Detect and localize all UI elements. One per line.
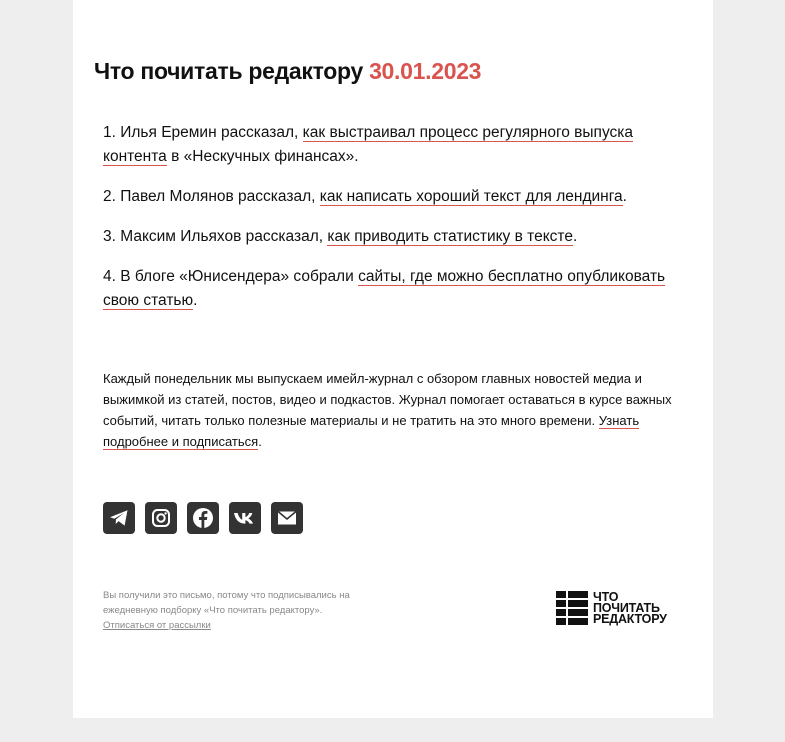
logo[interactable] xyxy=(556,591,667,625)
logo-line: РЕДАКТОРУ xyxy=(593,611,667,626)
title-text: Что почитать редактору xyxy=(94,58,363,84)
item-text: 2. Павел Молянов рассказал, xyxy=(103,188,320,205)
list-item xyxy=(103,121,688,169)
item-text: в «Нескучных финансах». xyxy=(166,148,359,165)
footer-notice-text: Вы получили это письмо, потому что подписывались на ежедневную подборку «Что почитать редактору». xyxy=(103,590,350,616)
logo-mark-icon xyxy=(556,591,588,625)
about-suffix: . xyxy=(258,434,262,449)
list-item xyxy=(103,185,688,209)
email-card xyxy=(73,0,713,718)
article-link[interactable]: как выстраивал процесс регулярного выпуска контента xyxy=(103,124,634,165)
item-text: 3. Максим Ильяхов рассказал, xyxy=(103,228,328,245)
telegram-icon[interactable] xyxy=(103,502,135,534)
vk-icon[interactable] xyxy=(229,502,261,534)
footer-notice xyxy=(103,588,383,633)
issue-date: 30.01.2023 xyxy=(369,58,482,84)
subscribe-link[interactable]: Узнать подробнее и подписаться xyxy=(103,413,640,449)
instagram-icon[interactable] xyxy=(145,502,177,534)
item-text: . xyxy=(622,188,627,205)
article-link[interactable]: как приводить статистику в тексте xyxy=(327,228,573,245)
about-paragraph xyxy=(103,368,688,452)
list-item xyxy=(103,265,688,313)
item-text: 4. В блоге «Юнисендера» собрали xyxy=(103,268,359,285)
logo-line: ЧТО xyxy=(593,589,619,604)
item-text: . xyxy=(572,228,578,245)
list-item xyxy=(103,225,688,249)
page-title xyxy=(94,58,481,85)
facebook-icon[interactable] xyxy=(187,502,219,534)
logo-line: ПОЧИТАТЬ xyxy=(593,600,660,615)
social-links xyxy=(103,502,313,534)
item-text: . xyxy=(193,292,198,309)
item-text: 1. Илья Еремин рассказал, xyxy=(103,124,303,141)
unsubscribe-link[interactable]: Отписаться от рассылки xyxy=(103,620,211,631)
article-link[interactable]: сайты, где можно бесплатно опубликовать свою статью xyxy=(103,268,666,309)
article-link[interactable]: как написать хороший текст для лендинга xyxy=(319,188,623,205)
article-list xyxy=(103,121,688,329)
logo-text xyxy=(593,589,667,626)
email-icon[interactable] xyxy=(271,502,303,534)
about-text: Каждый понедельник мы выпускаем имейл-журнал с обзором главных новостей медиа и выжимкой из статей, постов, видео и подкастов. Журнал помогает оставаться в курсе важных событий, читать только полезные материалы и не тратить на это много времени. xyxy=(103,371,672,428)
